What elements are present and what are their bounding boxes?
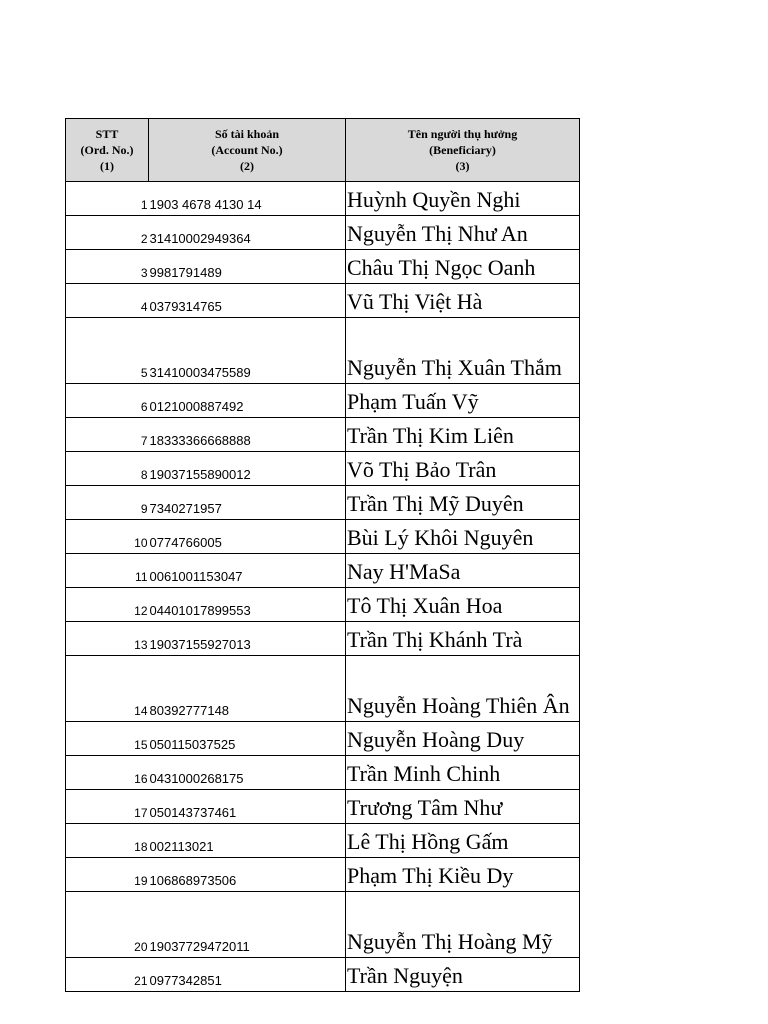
table-row — [66, 418, 580, 452]
table-row — [66, 656, 580, 722]
cell-account-no: 80392777148 — [149, 656, 346, 722]
cell-account-no: 9981791489 — [149, 250, 346, 284]
table-row — [66, 958, 580, 992]
cell-account-no: 106868973506 — [149, 858, 346, 892]
cell-beneficiary: Nguyễn Thị Như An — [346, 216, 580, 250]
cell-account-no: 050115037525 — [149, 722, 346, 756]
cell-account-no: 19037155927013 — [149, 622, 346, 656]
cell-account-no: 0061001153047 — [149, 554, 346, 588]
cell-account-no: 31410003475589 — [149, 318, 346, 384]
cell-ord-no: 5 — [66, 318, 149, 384]
cell-ord-no: 18 — [66, 824, 149, 858]
cell-account-no: 050143737461 — [149, 790, 346, 824]
cell-account-no: 002113021 — [149, 824, 346, 858]
cell-ord-no: 9 — [66, 486, 149, 520]
header-beneficiary-line: Tên người thụ hưởng — [407, 127, 518, 141]
cell-beneficiary: Trần Nguyện — [346, 958, 580, 992]
cell-ord-no: 17 — [66, 790, 149, 824]
cell-account-no: 04401017899553 — [149, 588, 346, 622]
cell-ord-no: 20 — [66, 892, 149, 958]
table-row — [66, 250, 580, 284]
cell-beneficiary: Nguyễn Hoàng Duy — [346, 722, 580, 756]
cell-beneficiary: Trần Thị Mỹ Duyên — [346, 486, 580, 520]
cell-beneficiary: Võ Thị Bảo Trân — [346, 452, 580, 486]
cell-ord-no: 11 — [66, 554, 149, 588]
cell-ord-no: 19 — [66, 858, 149, 892]
table-row — [66, 182, 580, 216]
cell-account-no: 19037155890012 — [149, 452, 346, 486]
table-row — [66, 756, 580, 790]
header-beneficiary — [346, 119, 580, 182]
table-row — [66, 622, 580, 656]
cell-ord-no: 12 — [66, 588, 149, 622]
cell-ord-no: 13 — [66, 622, 149, 656]
header-ord-no-line: STT — [95, 127, 119, 141]
cell-beneficiary: Vũ Thị Việt Hà — [346, 284, 580, 318]
cell-beneficiary: Nguyễn Thị Hoàng Mỹ — [346, 892, 580, 958]
header-account-no — [149, 119, 346, 182]
cell-account-no: 1903 4678 4130 14 — [149, 182, 346, 216]
cell-ord-no: 4 — [66, 284, 149, 318]
cell-beneficiary: Bùi Lý Khôi Nguyên — [346, 520, 580, 554]
cell-beneficiary: Lê Thị Hồng Gấm — [346, 824, 580, 858]
table-row — [66, 318, 580, 384]
table-row — [66, 858, 580, 892]
table-row — [66, 588, 580, 622]
cell-ord-no: 6 — [66, 384, 149, 418]
cell-beneficiary: Châu Thị Ngọc Oanh — [346, 250, 580, 284]
cell-ord-no: 15 — [66, 722, 149, 756]
table-row — [66, 520, 580, 554]
cell-account-no: 19037729472011 — [149, 892, 346, 958]
cell-beneficiary: Trương Tâm Như — [346, 790, 580, 824]
cell-beneficiary: Nguyễn Thị Xuân Thắm — [346, 318, 580, 384]
table-row — [66, 284, 580, 318]
cell-account-no: 18333366668888 — [149, 418, 346, 452]
cell-beneficiary: Trần Minh Chinh — [346, 756, 580, 790]
cell-beneficiary: Trần Thị Khánh Trà — [346, 622, 580, 656]
cell-ord-no: 16 — [66, 756, 149, 790]
cell-beneficiary: Phạm Thị Kiều Dy — [346, 858, 580, 892]
header-ord-no-line: (1) — [100, 159, 114, 173]
cell-ord-no: 2 — [66, 216, 149, 250]
cell-beneficiary: Tô Thị Xuân Hoa — [346, 588, 580, 622]
header-account-no-line: (Account No.) — [211, 143, 283, 157]
beneficiary-table-container — [65, 118, 579, 992]
table-row — [66, 452, 580, 486]
beneficiary-table — [65, 118, 580, 992]
cell-account-no: 0977342851 — [149, 958, 346, 992]
cell-beneficiary: Nguyễn Hoàng Thiên Ân — [346, 656, 580, 722]
header-account-no-line: (2) — [240, 159, 254, 173]
header-ord-no-line: (Ord. No.) — [80, 143, 134, 157]
cell-account-no: 0379314765 — [149, 284, 346, 318]
cell-ord-no: 3 — [66, 250, 149, 284]
table-row — [66, 384, 580, 418]
table-row — [66, 216, 580, 250]
header-ord-no — [66, 119, 149, 182]
cell-ord-no: 7 — [66, 418, 149, 452]
cell-ord-no: 8 — [66, 452, 149, 486]
header-account-no-line: Số tài khoản — [214, 127, 280, 141]
header-beneficiary-line: (3) — [455, 159, 470, 173]
table-row — [66, 892, 580, 958]
cell-account-no: 31410002949364 — [149, 216, 346, 250]
cell-ord-no: 21 — [66, 958, 149, 992]
cell-beneficiary: Huỳnh Quyền Nghi — [346, 182, 580, 216]
table-row — [66, 722, 580, 756]
cell-ord-no: 10 — [66, 520, 149, 554]
cell-beneficiary: Phạm Tuấn Vỹ — [346, 384, 580, 418]
header-beneficiary-line: (Beneficiary) — [429, 143, 496, 157]
table-row — [66, 824, 580, 858]
cell-account-no: 0774766005 — [149, 520, 346, 554]
table-header-row — [66, 119, 580, 182]
table-row — [66, 486, 580, 520]
cell-account-no: 0431000268175 — [149, 756, 346, 790]
cell-account-no: 0121000887492 — [149, 384, 346, 418]
table-row — [66, 554, 580, 588]
cell-beneficiary: Nay H'MaSa — [346, 554, 580, 588]
cell-ord-no: 1 — [66, 182, 149, 216]
cell-beneficiary: Trần Thị Kim Liên — [346, 418, 580, 452]
cell-account-no: 7340271957 — [149, 486, 346, 520]
table-row — [66, 790, 580, 824]
cell-ord-no: 14 — [66, 656, 149, 722]
